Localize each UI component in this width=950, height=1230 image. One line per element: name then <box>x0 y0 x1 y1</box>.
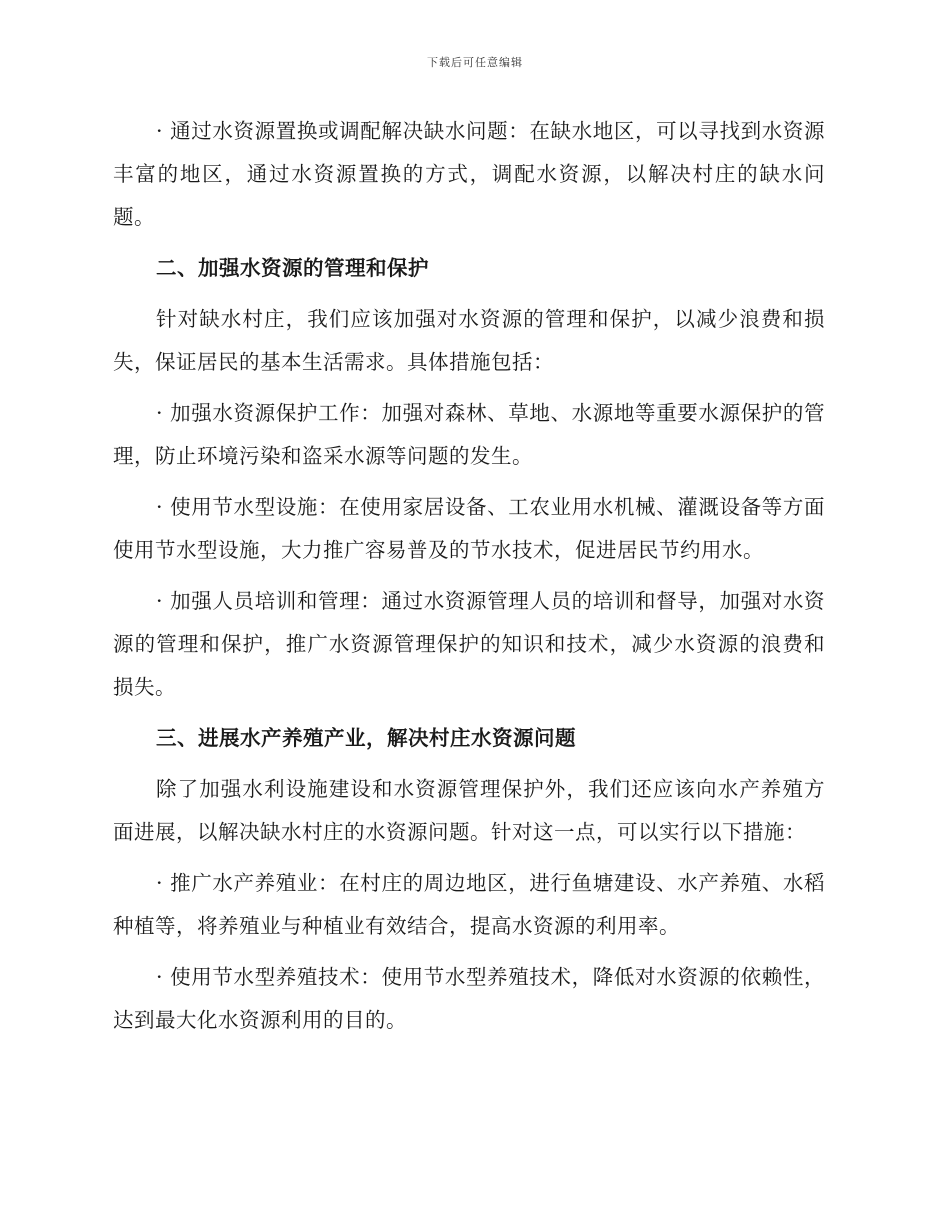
paragraph-aquaculture-intro: 除了加强水利设施建设和水资源管理保护外，我们还应该向水产养殖方面进展，以解决缺水村庄的水资源问题。针对这一点，可以实行以下措施： <box>113 777 825 844</box>
bullet-paragraph-water-saving-facilities: · 使用节水型设施：在使用家居设备、工农业用水机械、灌溉设备等方面使用节水型设施，大力推广容易普及的节水技术，促进居民节约用水。 <box>113 495 825 562</box>
bullet-paragraph-protection: · 加强水资源保护工作：加强对森林、草地、水源地等重要水源保护的管理，防止环境污染和盗采水源等问题的发生。 <box>113 401 825 468</box>
bullet-paragraph-water-exchange: · 通过水资源置换或调配解决缺水问题：在缺水地区，可以寻找到水资源丰富的地区，通过水资源置换的方式，调配水资源，以解决村庄的缺水问题。 <box>113 119 825 229</box>
bullet-paragraph-staff-training: · 加强人员培训和管理：通过水资源管理人员的培训和督导，加强对水资源的管理和保护，推广水资源管理保护的知识和技术，减少水资源的浪费和损失。 <box>113 589 825 699</box>
document-body <box>113 110 825 1050</box>
bullet-paragraph-promote-aquaculture: · 推广水产养殖业：在村庄的周边地区，进行鱼塘建设、水产养殖、水稻种植等，将养殖业与种植业有效结合，提高水资源的利用率。 <box>113 871 825 938</box>
paragraph-management-intro: 针对缺水村庄，我们应该加强对水资源的管理和保护，以减少浪费和损失，保证居民的基本生活需求。具体措施包括： <box>113 307 825 374</box>
section-heading-aquaculture: 三、进展水产养殖产业，解决村庄水资源问题 <box>156 726 576 750</box>
page-header: 下载后可任意编辑 <box>427 56 523 69</box>
section-heading-management: 二、加强水资源的管理和保护 <box>156 256 429 280</box>
bullet-paragraph-water-saving-farming: · 使用节水型养殖技术：使用节水型养殖技术，降低对水资源的依赖性，达到最大化水资源利用的目的。 <box>113 965 825 1032</box>
